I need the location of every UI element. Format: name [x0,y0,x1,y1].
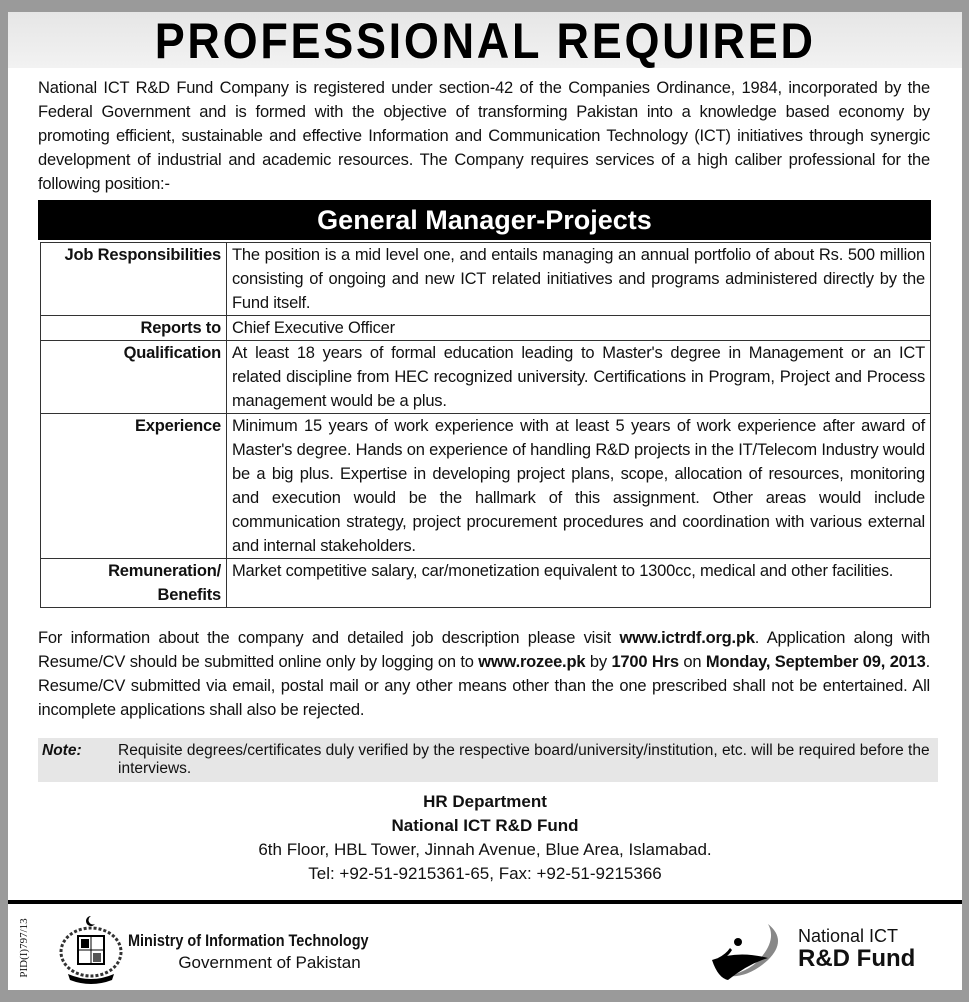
ict-fund-logo-icon [708,920,798,990]
note-label: Note: [42,742,82,759]
contact-block [8,790,962,886]
deadline-date: Monday, September 09, 2013 [705,653,926,671]
position-title: General Manager-Projects [38,200,931,240]
pakistan-emblem-icon [56,914,126,986]
note-box [38,738,938,782]
info-text: For information about the company and detailed job description please visit [38,629,620,647]
ministry-name: Ministry of Information Technology [128,931,369,950]
government-name: Government of Pakistan [178,953,361,972]
intro-paragraph: National ICT R&D Fund Company is registered under section-42 of the Companies Ordinance, 1984, incorporated by the Federal Government and is formed with the objective of transforming Pakistan into a knowledge based economy by promoting efficient, sustainable and effective Information and Communication Technology (ICT) initiatives through synergic development of industrial and academic resources. The Company requires services of a high caliber professional for the following position:- [38,79,930,193]
rozee-link[interactable]: www.rozee.pk [478,653,586,671]
table-row [41,316,931,341]
row-label: Qualification [41,341,227,414]
row-label: Reports to [41,316,227,341]
contact-phone: Tel: +92-51-9215361-65, Fax: +92-51-9215366 [308,864,662,883]
info-text: by [585,653,612,671]
info-text: . Application along with Resume/CV should be submitted online only by logging on to [38,629,930,671]
info-text: . Resume/CV submitted via email, postal mail or any other means other than the one prescribed shall not be entertained. All incomplete applications shall also be rejected. [38,653,930,719]
title-band [8,12,962,68]
row-value: Minimum 15 years of work experience with at least 5 years of work experience after award of Master's degree. Hands on experience of handling R&D projects in the IT/Telecom Industry would be a big plus. Expertise in developing project plans, scope, allocation of resources, monitoring and execution would be the hallmark of this assignment. Other areas would include communication strategy, project procurement procedures and coordination with various external and internal stakeholders. [227,414,931,559]
table-row [41,243,931,316]
advertisement [8,12,962,990]
pid-number: PID(I)797/13 [18,918,30,978]
fund-line2: R&D Fund [798,945,916,972]
job-details-table [40,242,931,608]
row-value: Chief Executive Officer [227,316,931,341]
contact-dept: HR Department [423,792,547,811]
fund-line1: National ICT [798,926,899,946]
ad-title: PROFESSIONAL REQUIRED [154,13,816,69]
row-label: Job Responsibilities [41,243,227,316]
note-text: Requisite degrees/certificates duly verified by the respective board/university/institution, etc. will be required before the interviews. [118,742,930,777]
deadline-time: 1700 Hrs [611,653,679,671]
contact-org: National ICT R&D Fund [391,816,579,835]
row-label: Experience [41,414,227,559]
table-row [41,341,931,414]
row-value: Market competitive salary, car/monetization equivalent to 1300cc, medical and other facilities. [227,559,931,608]
website-link[interactable]: www.ictrdf.org.pk [619,629,755,647]
info-text: on [678,653,706,671]
ministry-block [128,930,411,974]
row-value: At least 18 years of formal education leading to Master's degree in Management or an ICT related discipline from HEC recognized university. Certifications in Program, Project and Process management would be a plus. [227,341,931,414]
application-info [38,626,930,722]
table-row [41,559,931,608]
row-label: Remuneration/ Benefits [41,559,227,608]
table-row [41,414,931,559]
contact-address: 6th Floor, HBL Tower, Jinnah Avenue, Blue Area, Islamabad. [258,840,712,859]
row-value: The position is a mid level one, and entails managing an annual portfolio of about Rs. 500 million consisting of ongoing and new ICT related initiatives and programs administered directly by the Fund itself. [227,243,931,316]
divider [8,900,962,904]
fund-logo-text [798,926,915,972]
